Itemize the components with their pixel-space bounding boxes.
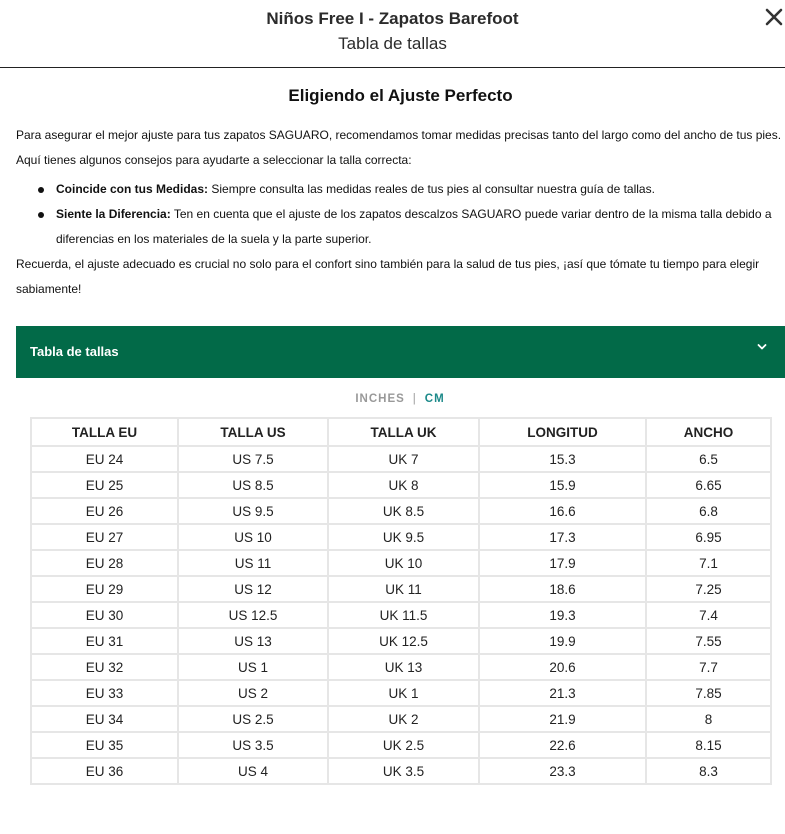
table-row	[31, 628, 771, 654]
table-cell: EU 31	[31, 628, 178, 654]
tip-item	[56, 177, 785, 202]
table-cell: EU 36	[31, 758, 178, 784]
table-cell: 8	[646, 706, 771, 732]
table-cell: US 10	[178, 524, 328, 550]
tip-title: Siente la Diferencia:	[56, 207, 171, 221]
table-cell: UK 2	[328, 706, 479, 732]
tip-text: Ten en cuenta que el ajuste de los zapatos descalzos SAGUARO puede variar dentro de la misma talla debido a diferencias en los materiales de la suela y la parte superior.	[56, 207, 772, 246]
table-cell: EU 34	[31, 706, 178, 732]
table-row	[31, 550, 771, 576]
table-cell: 6.8	[646, 498, 771, 524]
intro-line-2: Aquí tienes algunos consejos para ayudarte a seleccionar la talla correcta:	[16, 153, 412, 167]
table-cell: US 8.5	[178, 472, 328, 498]
table-cell: 15.3	[479, 446, 646, 472]
table-cell: 19.9	[479, 628, 646, 654]
table-cell: 21.9	[479, 706, 646, 732]
table-cell: 7.4	[646, 602, 771, 628]
unit-cm-button[interactable]: CM	[424, 393, 445, 405]
unit-separator: |	[412, 393, 417, 405]
table-cell: US 3.5	[178, 732, 328, 758]
table-cell: 8.3	[646, 758, 771, 784]
table-cell: EU 26	[31, 498, 178, 524]
table-cell: EU 25	[31, 472, 178, 498]
table-cell: UK 1	[328, 680, 479, 706]
table-cell: 16.6	[479, 498, 646, 524]
table-cell: US 11	[178, 550, 328, 576]
tips-list	[16, 177, 785, 252]
intro-paragraph	[16, 123, 785, 173]
column-header: TALLA US	[178, 418, 328, 446]
tip-text: Siempre consulta las medidas reales de tus pies al consultar nuestra guía de tallas.	[208, 182, 655, 196]
intro-line-1: Para asegurar el mejor ajuste para tus zapatos SAGUARO, recomendamos tomar medidas precisas tanto del largo como del ancho de tus pies.	[16, 128, 782, 142]
table-cell: 19.3	[479, 602, 646, 628]
chevron-down-icon	[757, 342, 767, 352]
table-cell: 6.65	[646, 472, 771, 498]
table-cell: UK 3.5	[328, 758, 479, 784]
unit-inches-button[interactable]: INCHES	[355, 393, 405, 405]
table-row	[31, 602, 771, 628]
table-cell: 17.9	[479, 550, 646, 576]
table-row	[31, 758, 771, 784]
table-cell: UK 13	[328, 654, 479, 680]
table-cell: UK 12.5	[328, 628, 479, 654]
table-cell: US 2	[178, 680, 328, 706]
table-row	[31, 472, 771, 498]
table-cell: 17.3	[479, 524, 646, 550]
size-table	[30, 417, 772, 785]
unit-toggle	[0, 393, 785, 405]
column-header: TALLA UK	[328, 418, 479, 446]
table-cell: US 7.5	[178, 446, 328, 472]
table-cell: US 12.5	[178, 602, 328, 628]
table-cell: US 4	[178, 758, 328, 784]
table-row	[31, 654, 771, 680]
table-cell: 7.7	[646, 654, 771, 680]
table-cell: 15.9	[479, 472, 646, 498]
table-cell: UK 10	[328, 550, 479, 576]
table-row	[31, 680, 771, 706]
table-cell: 7.25	[646, 576, 771, 602]
tip-item	[56, 202, 785, 252]
table-cell: UK 11	[328, 576, 479, 602]
guide-content	[16, 68, 785, 302]
table-cell: EU 35	[31, 732, 178, 758]
table-cell: 7.85	[646, 680, 771, 706]
table-cell: EU 24	[31, 446, 178, 472]
table-cell: 22.6	[479, 732, 646, 758]
table-cell: US 2.5	[178, 706, 328, 732]
table-cell: 8.15	[646, 732, 771, 758]
table-cell: UK 11.5	[328, 602, 479, 628]
close-icon-glyph	[764, 7, 784, 27]
table-row	[31, 576, 771, 602]
table-cell: 6.5	[646, 446, 771, 472]
table-cell: 7.1	[646, 550, 771, 576]
table-cell: UK 7	[328, 446, 479, 472]
size-chart-accordion[interactable]	[16, 326, 785, 378]
table-cell: US 9.5	[178, 498, 328, 524]
table-row	[31, 446, 771, 472]
table-row	[31, 706, 771, 732]
table-cell: US 13	[178, 628, 328, 654]
closing-paragraph: Recuerda, el ajuste adecuado es crucial no solo para el confort sino también para la salud de tus pies, ¡así que tómate tu tiempo para elegir sabiamente!	[16, 257, 760, 296]
table-row	[31, 732, 771, 758]
table-cell: US 12	[178, 576, 328, 602]
table-cell: EU 28	[31, 550, 178, 576]
modal-header	[0, 0, 785, 68]
table-header-row	[31, 418, 771, 446]
column-header: TALLA EU	[31, 418, 178, 446]
modal-title: Niños Free I - Zapatos Barefoot	[266, 9, 519, 28]
table-cell: 7.55	[646, 628, 771, 654]
table-cell: EU 27	[31, 524, 178, 550]
table-cell: 23.3	[479, 758, 646, 784]
table-cell: 6.95	[646, 524, 771, 550]
table-cell: EU 33	[31, 680, 178, 706]
table-row	[31, 524, 771, 550]
table-cell: US 1	[178, 654, 328, 680]
table-cell: EU 32	[31, 654, 178, 680]
tip-title: Coincide con tus Medidas:	[56, 182, 209, 196]
close-icon[interactable]	[763, 7, 785, 31]
column-header: ANCHO	[646, 418, 771, 446]
table-cell: UK 2.5	[328, 732, 479, 758]
table-cell: 21.3	[479, 680, 646, 706]
table-cell: UK 9.5	[328, 524, 479, 550]
table-cell: EU 29	[31, 576, 178, 602]
page-heading: Eligiendo el Ajuste Perfecto	[288, 86, 513, 105]
modal-subtitle: Tabla de tallas	[338, 34, 447, 53]
table-cell: UK 8.5	[328, 498, 479, 524]
table-cell: 20.6	[479, 654, 646, 680]
table-cell: UK 8	[328, 472, 479, 498]
table-row	[31, 498, 771, 524]
table-cell: EU 30	[31, 602, 178, 628]
column-header: LONGITUD	[479, 418, 646, 446]
table-cell: 18.6	[479, 576, 646, 602]
accordion-title: Tabla de tallas	[30, 344, 119, 359]
